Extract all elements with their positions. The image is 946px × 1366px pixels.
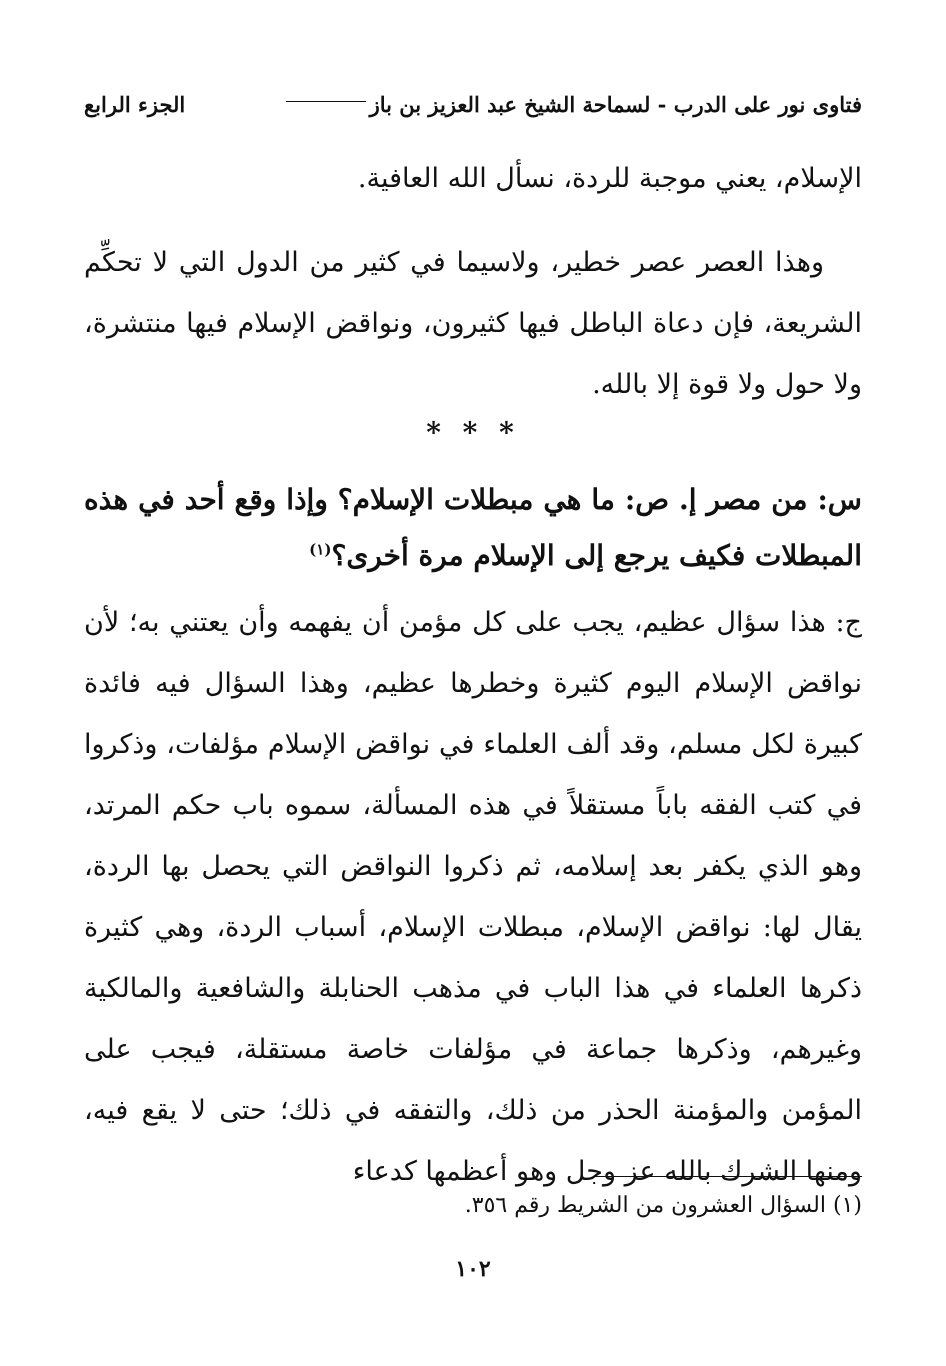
paragraph-era-warning: وهذا العصر عصر خطير، ولاسيما في كثير من الدول التي لا تحكِّم الشريعة، فإن دعاة الباطل فيها كثيرون، ونواقض الإسلام فيها منتشرة، ولا حول ولا قوة إلا بالله. (84, 247, 862, 400)
running-header (84, 92, 862, 117)
footnote-divider (594, 1176, 862, 1177)
footnote-text: (١) السؤال العشرون من الشريط رقم ٣٥٦. (464, 1193, 862, 1218)
page-number: ١٠٢ (455, 1256, 491, 1282)
header-book-title-group (282, 92, 862, 117)
header-rule (286, 101, 366, 102)
paragraph-continuation: الإسلام، يعني موجبة للردة، نسأل الله العافية. (357, 163, 862, 194)
answer-block: ج: هذا سؤال عظيم، يجب على كل مؤمن أن يفهمه وأن يعتني به؛ لأن نواقض الإسلام اليوم كثيرة وخطرها عظيم، وهذا السؤال فيه فائدة كبيرة لكل مسلم، وقد ألف العلماء في نواقض الإسلام مؤلفات، وذكروا في كتب الفقه باباً مستقلاً في هذه المسألة، سموه باب حكم المرتد، وهو الذي يكفر بعد إسلامه، ثم ذكروا النواقض التي يحصل بها الردة، يقال لها: نواقض الإسلام، مبطلات الإسلام، أسباب الردة، وهي كثيرة ذكرها العلماء في هذا الباب في مذهب الحنابلة والشافعية والمالكية وغيرهم، وذكرها جماعة في مؤلفات خاصة مستقلة، فيجب على المؤمن والمؤمنة الحذر من ذلك، والتفقه في ذلك؛ حتى لا يقع فيه، ومنها الشرك بالله عز وجل وهو أعظمها كدعاء (84, 607, 862, 1187)
question-block (84, 472, 862, 584)
header-volume: الجزء الرابع (84, 92, 186, 117)
question-text: س: من مصر إ. ص: ما هي مبطلات الإسلام؟ وإذا وقع أحد في هذه المبطلات فكيف يرجع إلى الإسلام مرة أخرى؟ (84, 483, 862, 572)
footnote-reference: (١) (309, 540, 332, 559)
header-book-title: فتاوى نور على الدرب - لسماحة الشيخ عبد العزيز بن باز (369, 92, 862, 117)
section-separator: * * * (426, 416, 520, 449)
